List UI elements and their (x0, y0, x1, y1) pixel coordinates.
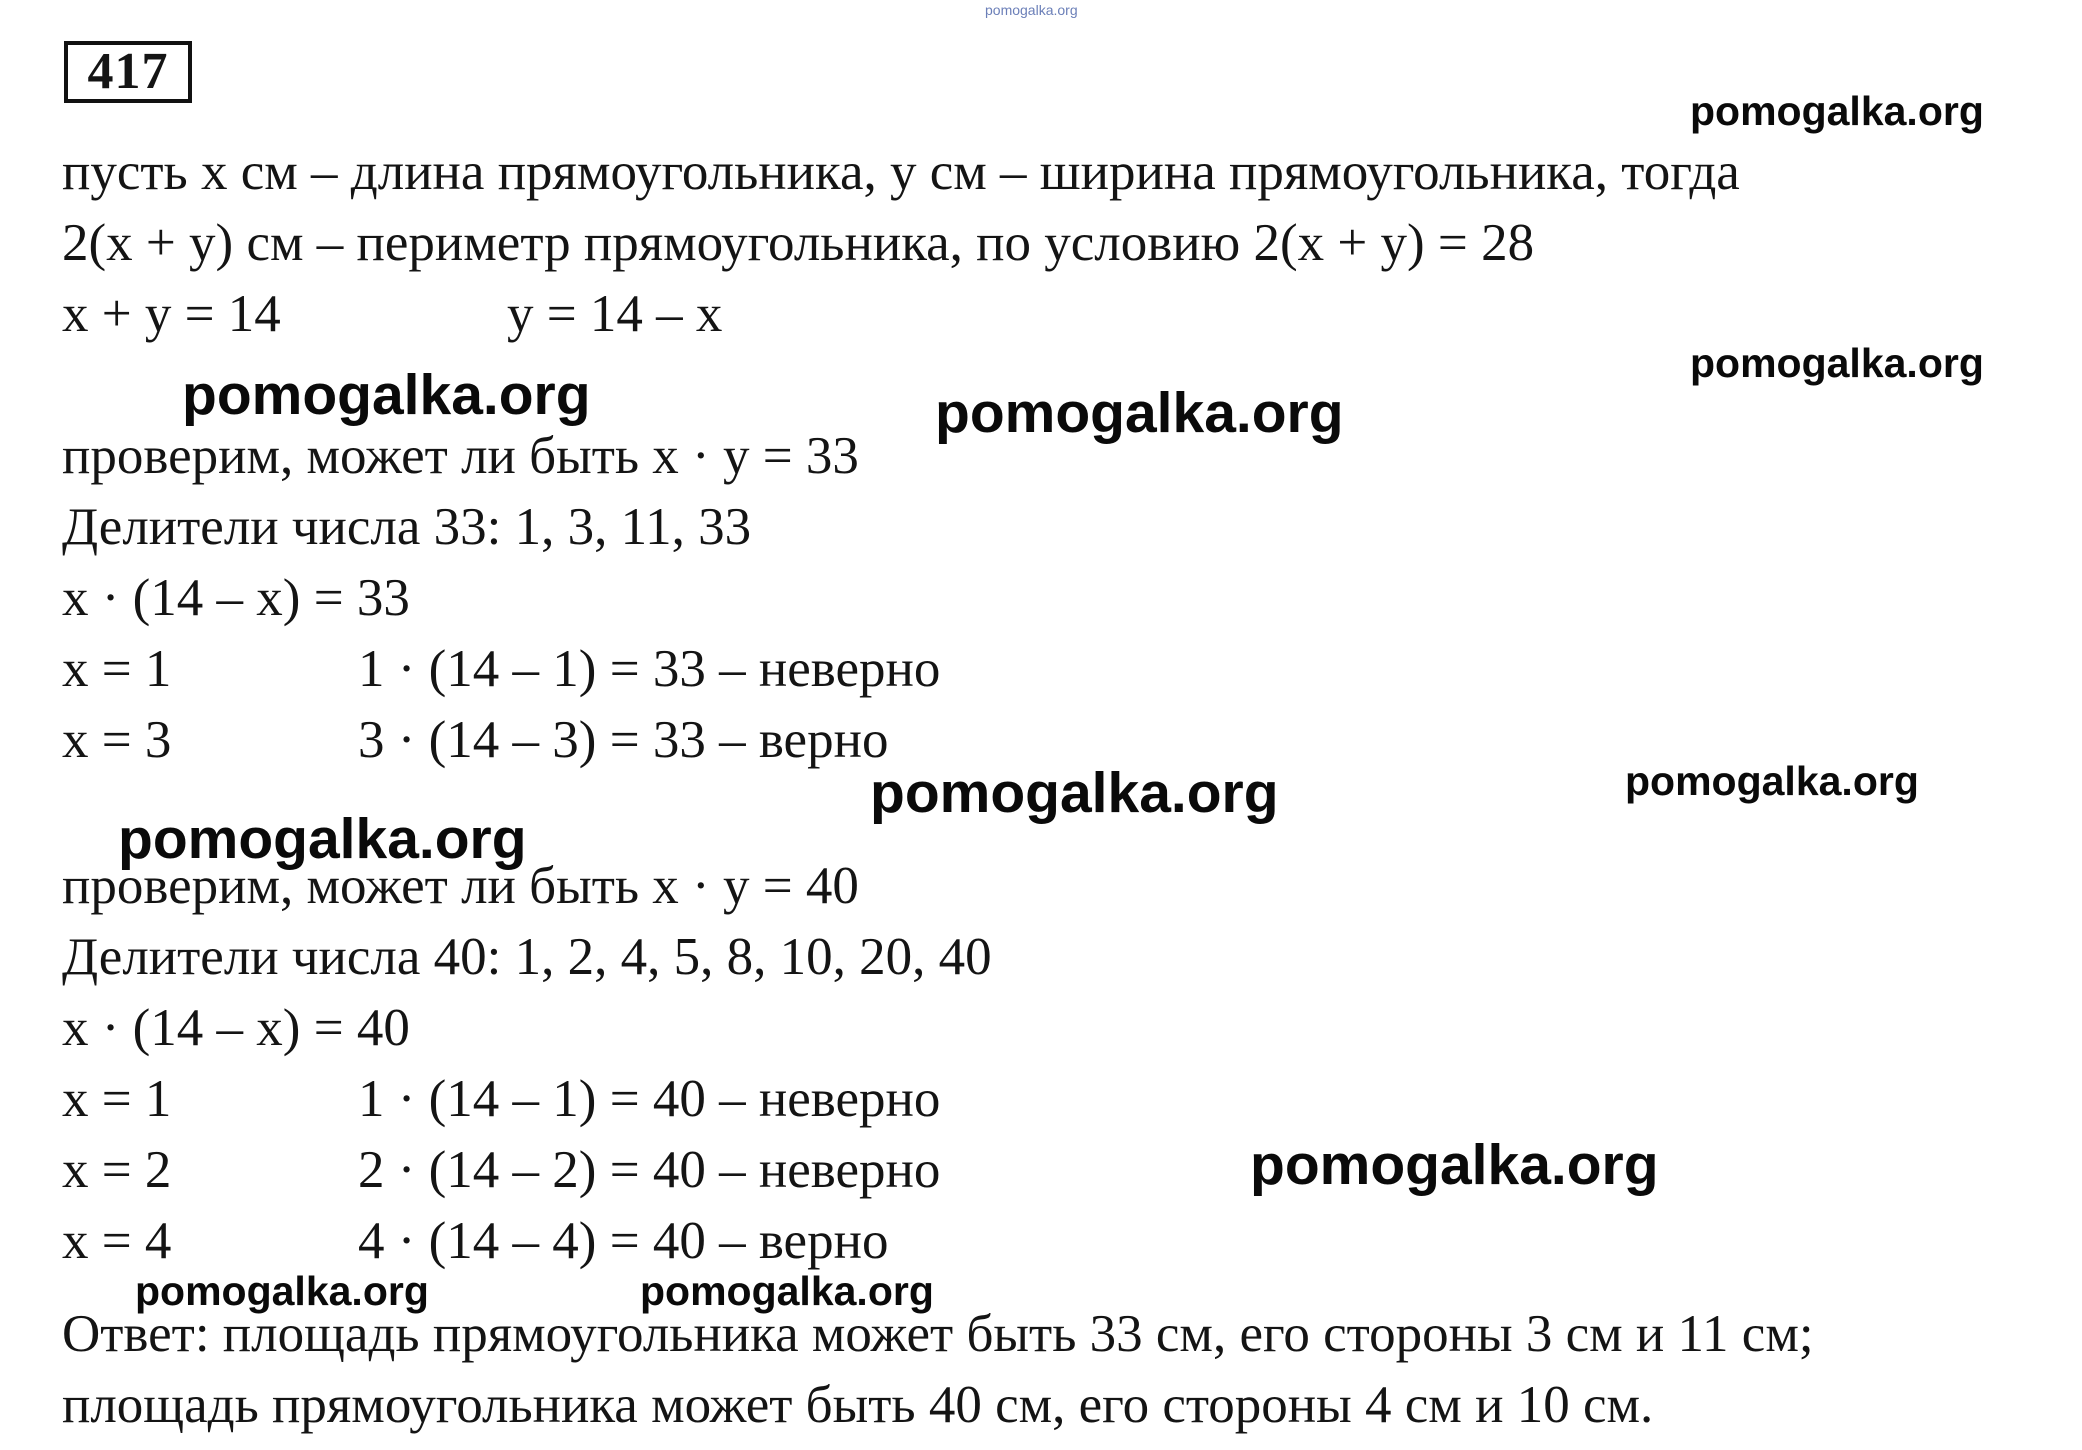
answer-line-1: Ответ: площадь прямоугольника может быть 33 см, его стороны 3 см и 11 см; (62, 1305, 1814, 1363)
problem-number: 417 (87, 43, 169, 100)
solution-line-4: проверим, может ли быть х · у = 33 (62, 427, 859, 485)
check-x-value: х = 1 (62, 1070, 172, 1128)
solution-line-14 (62, 1211, 889, 1271)
watermark: pomogalka.org (640, 1268, 934, 1314)
problem-number-box (64, 41, 192, 103)
solution-line-6: х · (14 – х) = 33 (62, 569, 410, 627)
solution-line-8 (62, 710, 889, 770)
equation-left: х + у = 14 (62, 285, 281, 343)
solution-line-3 (62, 284, 723, 344)
solution-line-11: х · (14 – х) = 40 (62, 999, 410, 1057)
check-result: 4 · (14 – 4) = 40 – верно (358, 1212, 889, 1270)
watermark: pomogalka.org (118, 807, 527, 871)
check-x-value: х = 1 (62, 640, 172, 698)
equation-right: у = 14 – х (507, 285, 723, 343)
watermark: pomogalka.org (1625, 758, 1919, 804)
watermark: pomogalka.org (182, 363, 591, 427)
watermark: pomogalka.org (985, 2, 1078, 18)
watermark: pomogalka.org (1690, 340, 1984, 386)
check-result: 1 · (14 – 1) = 33 – неверно (358, 640, 941, 698)
check-result: 3 · (14 – 3) = 33 – верно (358, 711, 889, 769)
solution-line-12 (62, 1069, 941, 1129)
check-x-value: х = 2 (62, 1141, 172, 1199)
solution-line-13 (62, 1140, 941, 1200)
solution-line-5: Делители числа 33: 1, 3, 11, 33 (62, 498, 752, 556)
check-result: 1 · (14 – 1) = 40 – неверно (358, 1070, 941, 1128)
solution-line-7 (62, 639, 941, 699)
watermark: pomogalka.org (1250, 1133, 1659, 1197)
check-x-value: х = 3 (62, 711, 172, 769)
watermark: pomogalka.org (135, 1268, 429, 1314)
check-x-value: х = 4 (62, 1212, 172, 1270)
watermark: pomogalka.org (870, 761, 1279, 825)
solution-line-2: 2(х + у) см – периметр прямоугольника, по условию 2(х + у) = 28 (62, 214, 1535, 272)
solution-line-1: пусть х см – длина прямоугольника, у см – ширина прямоугольника, тогда (62, 143, 1740, 201)
watermark: pomogalka.org (935, 381, 1344, 445)
check-result: 2 · (14 – 2) = 40 – неверно (358, 1141, 941, 1199)
solution-line-10: Делители числа 40: 1, 2, 4, 5, 8, 10, 20, 40 (62, 928, 992, 986)
watermark: pomogalka.org (1690, 88, 1984, 134)
answer-line-2: площадь прямоугольника может быть 40 см, его стороны 4 см и 10 см. (62, 1376, 1654, 1434)
solution-line-9: проверим, может ли быть х · у = 40 (62, 857, 859, 915)
